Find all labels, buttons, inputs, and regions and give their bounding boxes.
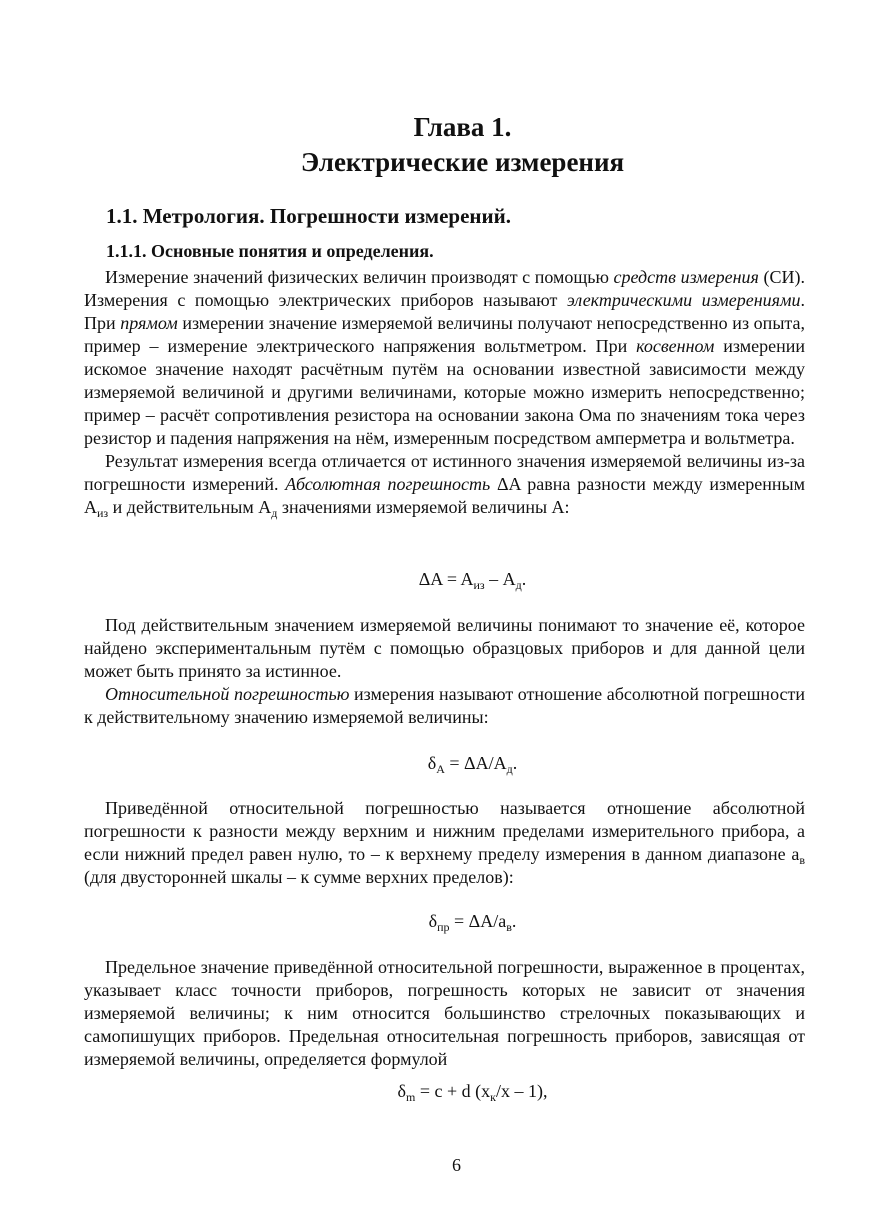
formula-reduced-error: $\delta_{пр} = \Delta A/a_в$. bbox=[428, 911, 517, 934]
paragraph-reduced-error: Приведённой относительной погрешностью называется отношение абсолютной погрешности к разности между верхним и нижним пределами измерительного прибора, а если нижний предел равен нулю, то – к верхнему пределу измерения в данном диапазоне $a_в$ (для двусторонней шкалы – к сумме верхних пределов): bbox=[84, 798, 805, 887]
paragraph-actual-value: Под действительным значением измеряемой величины понимают то значение её, которое найдено экспериментальным путём с помощью образцовых приборов и для данной цели может быть принято за истинное. bbox=[84, 615, 805, 681]
body-block-1 bbox=[84, 266, 805, 519]
body-block-2 bbox=[84, 614, 805, 729]
paragraph-accuracy-class: Предельное значение приведённой относительной погрешности, выраженное в процентах, указывает класс точности приборов, погрешность которых не зависит от значения измеряемой величины; к ним относится большинство стрелочных показывающих и самопишущих приборов. Предельная относительная погрешность приборов, зависящая от измеряемой величины, определяется формулой bbox=[84, 957, 805, 1069]
page-number: 6 bbox=[452, 1155, 461, 1175]
formula-limit-error: $\delta_m = c + d$ $(x_к/x - 1)$, bbox=[397, 1081, 548, 1104]
chapter-heading bbox=[28, 110, 869, 180]
section-title: 1.1. Метрология. Погрешности измерений. bbox=[106, 204, 511, 228]
paragraph-absolute-error: Результат измерения всегда отличается от истинного значения измеряемой величины из-за погрешности измерений. Абсолютная погрешность ΔA равна разности между измеренным $A_{из}$ и действительным $A_д$ значениями измеряемой величины A: bbox=[84, 451, 805, 520]
formula-absolute-error: $\Delta A = A_{из} - A_д$. bbox=[418, 569, 527, 592]
formula-relative-error: $\delta_A = \Delta A/A_д$. bbox=[427, 753, 518, 776]
chapter-number: Глава 1. bbox=[413, 112, 512, 142]
chapter-title: Электрические измерения bbox=[300, 147, 625, 177]
body-block-4 bbox=[84, 956, 805, 1071]
paragraph-measurement-intro: Измерение значений физических величин производят с помощью средств измерения (СИ). Измерения с помощью электрических приборов называют электрическими измерениями. При прямом измерении значение измеряемой величины получают непосредственно из опыта, пример – измерение электрического напряжения вольтметром. При косвенном измерении искомое значение находят расчётным путём на основании известной зависимости между измеряемой величиной и другими величинами, которые можно измерить непосредственно; пример – расчёт сопротивления резистора на основании закона Ома по значениям тока через резистор и падения напряжения на нём, измеренным посредством амперметра и вольтметра. bbox=[84, 267, 805, 448]
subsection-title: 1.1.1. Основные понятия и определения. bbox=[106, 241, 434, 261]
paragraph-relative-error: Относительной погрешностью измерения называют отношение абсолютной погрешности к действительному значению измеряемой величины: bbox=[84, 684, 805, 727]
body-block-3 bbox=[84, 797, 805, 889]
